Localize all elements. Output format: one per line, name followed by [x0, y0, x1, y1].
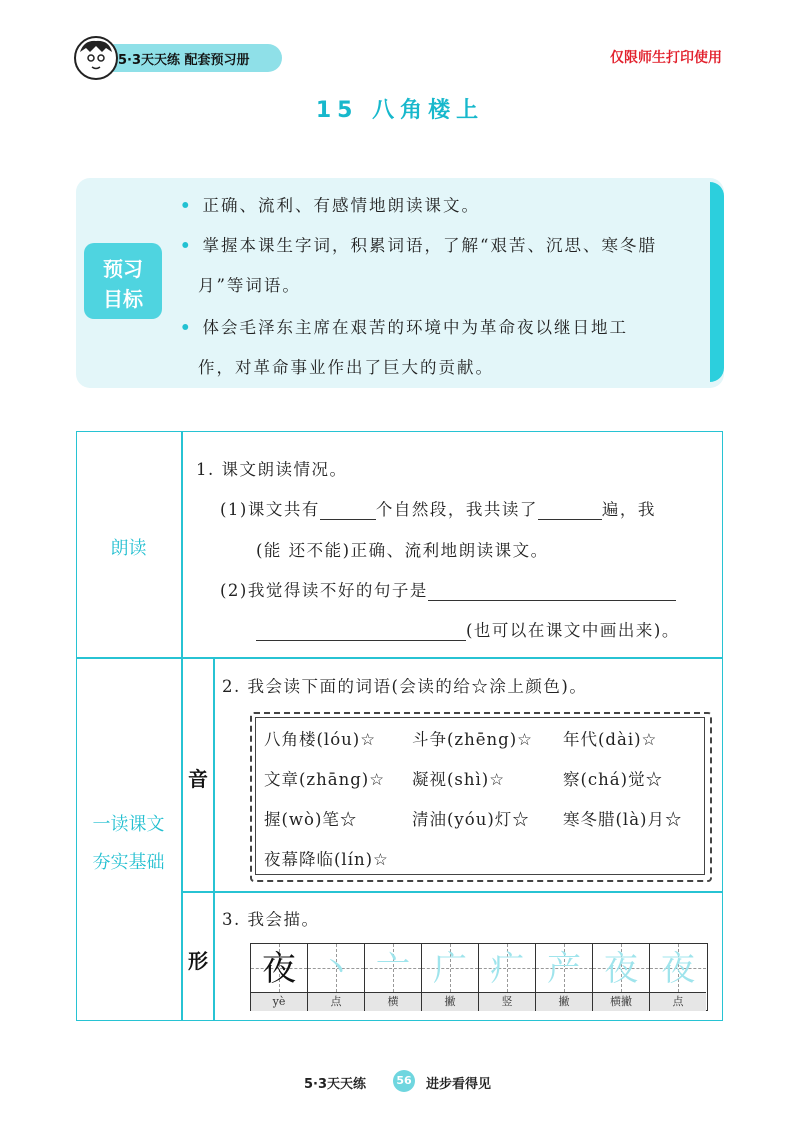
word-item[interactable]: 夜幕降临(lín)☆ — [264, 850, 389, 869]
question-1-title: 1. 课文朗读情况。 — [196, 460, 348, 479]
trace-character: 广 — [433, 949, 467, 989]
word-item[interactable]: 文章(zhāng)☆ — [264, 770, 386, 789]
stroke-label: 横撇 — [593, 992, 649, 1011]
restriction-note: 仅限师生打印使用 — [610, 50, 722, 66]
table-divider — [181, 891, 723, 893]
stroke-label: 竖 — [479, 992, 535, 1011]
table-divider — [213, 657, 215, 1021]
word-item[interactable]: 斗争(zhēng)☆ — [412, 730, 533, 749]
mascot-avatar-icon — [74, 36, 118, 80]
answer-blank[interactable] — [256, 622, 466, 641]
lesson-title: 15 八角楼上 — [315, 98, 485, 123]
tracing-grid — [250, 943, 708, 1011]
goals-badge-line1: 预习 — [103, 257, 143, 281]
question-2-title: 2. 我会读下面的词语(会读的给☆涂上颜色)。 — [222, 677, 588, 696]
footer-series: 5·3天天练 — [304, 1077, 367, 1092]
table-divider — [76, 657, 723, 659]
bullet-icon: • — [180, 196, 193, 215]
footer-slogan: 进步看得见 — [426, 1077, 492, 1092]
answer-blank[interactable] — [538, 501, 602, 520]
goals-badge — [84, 243, 162, 319]
table-divider — [181, 431, 183, 1021]
trace-character: 产 — [547, 949, 581, 989]
word-item[interactable]: 握(wò)笔☆ — [264, 810, 358, 829]
tracing-cell[interactable] — [593, 944, 650, 1010]
word-item[interactable]: 年代(dài)☆ — [563, 730, 658, 749]
goal-item-3: • 体会毛泽东主席在艰苦的环境中为革命夜以继日地工 — [180, 318, 629, 337]
trace-character: 夜 — [661, 949, 695, 989]
tracing-cell — [251, 944, 308, 1010]
trace-character: 疒 — [490, 949, 524, 989]
shape-label: 形 — [188, 949, 208, 973]
section-reading-label: 朗读 — [110, 538, 147, 559]
question-1-part-1: (1)课文共有 个自然段，我共读了 遍，我 — [220, 500, 656, 519]
bullet-icon: • — [180, 236, 193, 255]
answer-blank[interactable] — [428, 582, 676, 601]
sound-label: 音 — [188, 767, 208, 791]
answer-blank[interactable] — [320, 501, 376, 520]
question-1-part-1-cont: (能 还不能)正确、流利地朗读课文。 — [256, 541, 549, 560]
model-character: 夜 — [262, 949, 296, 989]
word-item[interactable]: 凝视(shì)☆ — [412, 770, 506, 789]
section-basics-label-line2: 夯实基础 — [92, 852, 165, 873]
trace-character: 亠 — [376, 949, 410, 989]
goals-badge-line2: 目标 — [103, 287, 143, 311]
goal-item-2: • 掌握本课生字词，积累词语，了解“艰苦、沉思、寒冬腊 — [180, 236, 657, 255]
trace-character: 丶 — [319, 949, 353, 989]
tracing-cell[interactable] — [422, 944, 479, 1010]
word-item[interactable]: 清油(yóu)灯☆ — [412, 810, 530, 829]
word-item[interactable]: 寒冬腊(là)月☆ — [563, 810, 683, 829]
trace-character: 夜 — [604, 949, 638, 989]
tracing-cell[interactable] — [650, 944, 707, 1010]
tracing-cell[interactable] — [536, 944, 593, 1010]
goals-accent-bar — [710, 182, 724, 382]
question-1-part-2: (2)我觉得读不好的句子是 — [220, 577, 676, 601]
book-series-title: 5·3天天练 配套预习册 — [118, 53, 250, 68]
stroke-label: 点 — [650, 992, 706, 1011]
stroke-label: 横 — [365, 992, 421, 1011]
question-1-part-2-cont: (也可以在课文中画出来)。 — [256, 617, 680, 641]
question-3-title: 3. 我会描。 — [222, 910, 320, 929]
goal-item-2-cont: 月”等词语。 — [198, 276, 301, 295]
goal-item-3-cont: 作，对革命事业作出了巨大的贡献。 — [198, 358, 494, 377]
pinyin-label: yè — [251, 992, 307, 1011]
bullet-icon: • — [180, 318, 193, 337]
page-number: 56 — [393, 1070, 415, 1092]
section-basics-label-line1: 一读课文 — [92, 814, 165, 835]
stroke-label: 点 — [308, 992, 364, 1011]
word-item[interactable]: 察(chá)觉☆ — [563, 770, 664, 789]
stroke-label: 撇 — [422, 992, 478, 1011]
tracing-cell[interactable] — [365, 944, 422, 1010]
word-item[interactable]: 八角楼(lóu)☆ — [264, 730, 377, 749]
tracing-cell[interactable] — [308, 944, 365, 1010]
tracing-cell[interactable] — [479, 944, 536, 1010]
goal-item-1: • 正确、流利、有感情地朗读课文。 — [180, 196, 481, 215]
stroke-label: 撇 — [536, 992, 592, 1011]
